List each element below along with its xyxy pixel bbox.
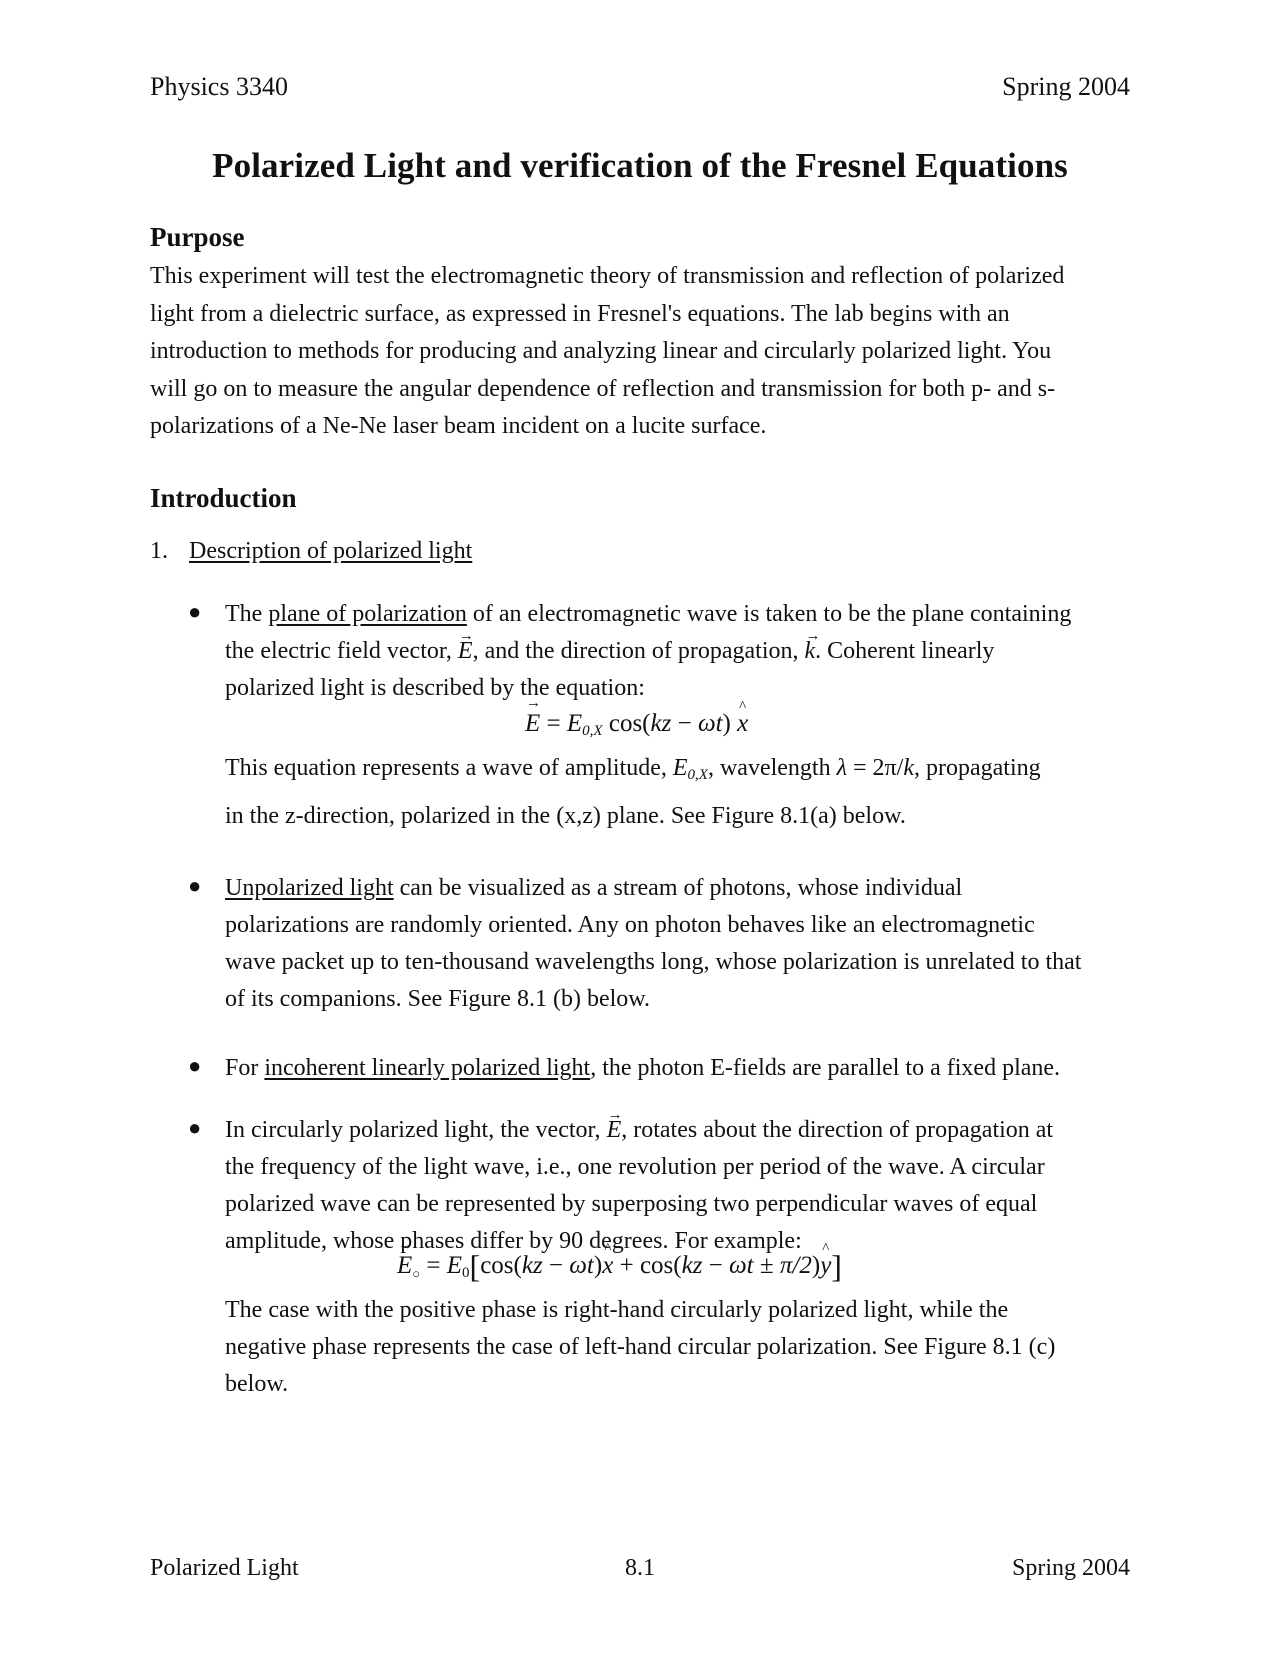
- text-line: negative phase represents the case of left-hand circular polarization. See Figure 8.1 (c): [225, 1334, 1056, 1360]
- text-line: the frequency of the light wave, i.e., one revolution per period of the wave. A circular: [225, 1154, 1045, 1180]
- purpose-line: This experiment will test the electromagnetic theory of transmission and reflection of polarized: [150, 263, 1065, 289]
- bullet-plane-continuation: [225, 750, 1125, 835]
- text-line: of its companions. See Figure 8.1 (b) below.: [225, 986, 651, 1012]
- purpose-heading: Purpose: [150, 222, 245, 252]
- text-line: polarized wave can be represented by superposing two perpendicular waves of equal: [225, 1191, 1038, 1217]
- header-term: Spring 2004: [1002, 72, 1130, 101]
- text-line: For incoherent linearly polarized light, the photon E-fields are parallel to a fixed plane.: [225, 1055, 1061, 1081]
- vector-E: → E: [458, 633, 473, 670]
- bullet-icon: ●: [188, 1115, 202, 1140]
- item-number: 1.: [150, 538, 168, 564]
- purpose-line: polarizations of a Ne-Ne laser beam incident on a lucite surface.: [150, 413, 767, 439]
- bullet-circular: [225, 1112, 1125, 1260]
- item-title: Description of polarized light: [189, 538, 473, 564]
- bullet-icon: ●: [188, 599, 202, 624]
- text-line: below.: [225, 1371, 289, 1397]
- text-line: in the z-direction, polarized in the (x,z) plane. See Figure 8.1(a) below.: [225, 803, 906, 829]
- purpose-paragraph: [150, 258, 1110, 446]
- bullet-circular-continuation: [225, 1292, 1125, 1403]
- text-line: amplitude, whose phases differ by 90 degrees. For example:: [225, 1228, 802, 1254]
- text-line: Unpolarized light can be visualized as a stream of photons, whose individual: [225, 875, 963, 901]
- text-line: the electric field vector, → E, and the direction of propagation, → k. Coherent linearly: [225, 633, 1125, 670]
- bullet-plane-of-polarization: [225, 596, 1125, 707]
- page-title: Polarized Light and verification of the Fresnel Equations: [212, 146, 1068, 185]
- equation-circular-wave: → $E_○ = E_0[\cos(kz$ − ωt)^ x + cos(kz − ωt ± π/2)^ y]: [397, 1248, 842, 1285]
- text-line: wave packet up to ten-thousand wavelengths long, whose polarization is unrelated to that: [225, 949, 1082, 975]
- text-line: polarizations are randomly oriented. Any on photon behaves like an electromagnetic: [225, 912, 1035, 938]
- vector-E: → E: [607, 1112, 622, 1149]
- bullet-icon: ●: [188, 1053, 202, 1078]
- footer-title: Polarized Light: [150, 1555, 299, 1581]
- amplitude-symbol: $E_{0,X}$: [672, 755, 708, 783]
- page-number: 8.1: [625, 1555, 655, 1581]
- purpose-line: light from a dielectric surface, as expressed in Fresnel's equations. The lab begins with an: [150, 300, 1010, 327]
- term-incoherent-linearly-polarized-light: incoherent linearly polarized light: [264, 1055, 591, 1081]
- text-line: The case with the positive phase is right-hand circularly polarized light, while the: [225, 1297, 1009, 1323]
- purpose-line: will go on to measure the angular dependence of reflection and transmission for both p- and s-: [150, 375, 1056, 402]
- text-line: This equation represents a wave of amplitude, $E_{0,X}$, wavelength λ = 2π/k, propagating: [225, 755, 1041, 783]
- term-unpolarized-light: Unpolarized light: [225, 875, 394, 901]
- bullet-icon: ●: [188, 873, 202, 898]
- term-plane-of-polarization: plane of polarization: [268, 601, 467, 627]
- text-line: The plane of polarization of an electromagnetic wave is taken to be the plane containing: [225, 601, 1072, 627]
- bullet-incoherent: [225, 1050, 1125, 1087]
- vector-k: → k: [805, 633, 816, 670]
- footer-term: Spring 2004: [1011, 1555, 1130, 1581]
- purpose-line: introduction to methods for producing and analyzing linear and circularly polarized light. You: [150, 338, 1052, 364]
- header-course: Physics 3340: [150, 72, 288, 101]
- text-line: In circularly polarized light, the vector, → E, rotates about the direction of propagation at: [225, 1112, 1125, 1149]
- equation-linear-wave: → $E = E_{0,X}$ cos(kz − ωt) ^ x: [525, 710, 748, 740]
- text-line: polarized light is described by the equation:: [225, 675, 645, 701]
- bullet-unpolarized: [225, 870, 1125, 1018]
- introduction-heading: Introduction: [150, 483, 297, 513]
